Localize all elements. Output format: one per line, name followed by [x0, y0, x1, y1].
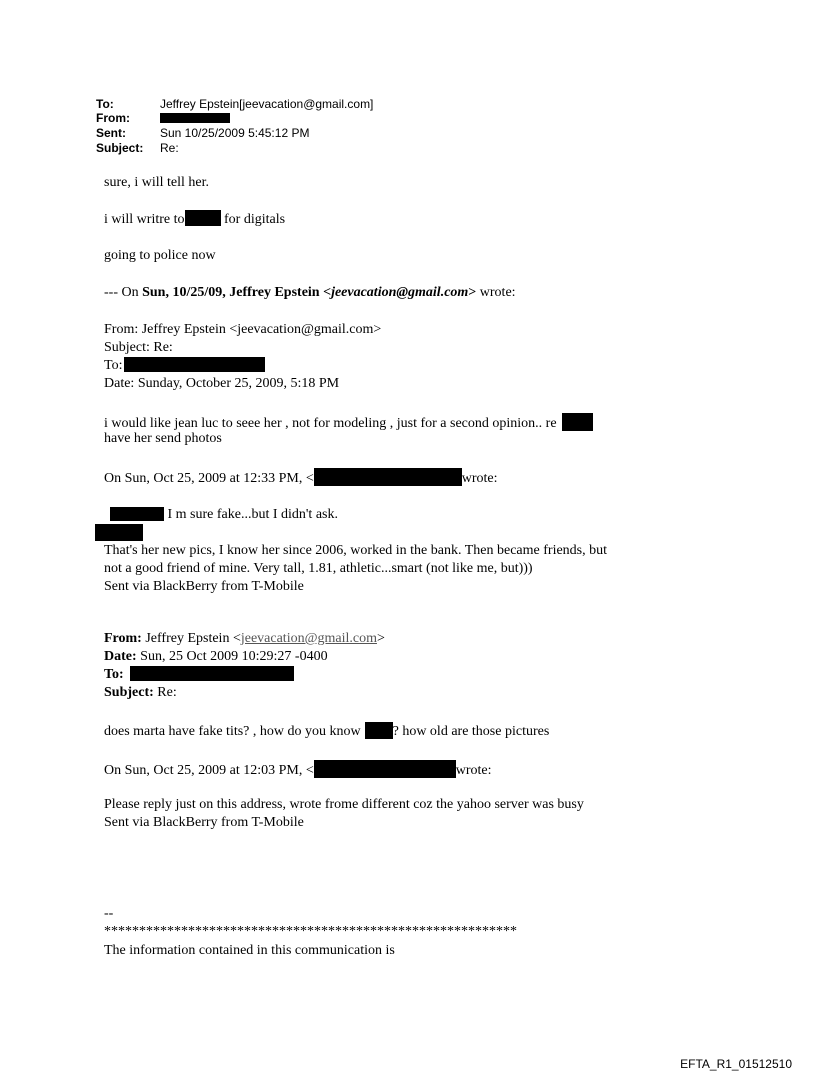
quote3-subject-label: Subject:	[104, 685, 154, 700]
redaction-block	[185, 210, 221, 226]
to-label: To:	[96, 97, 114, 111]
quote3-date-value: Sun, 25 Oct 2009 10:29:27 -0400	[136, 649, 328, 664]
quote2-on-b: wrote:	[461, 471, 498, 486]
redaction-block	[124, 357, 265, 372]
redaction-block	[365, 722, 393, 739]
quote3-to	[104, 666, 294, 683]
quote1-msg-2: have her send photos	[104, 431, 222, 446]
document-id: EFTA_R1_01512510	[680, 1057, 792, 1071]
quote1-intro-d: >	[468, 285, 477, 300]
reply-line-2-a: i will writre to	[104, 212, 185, 227]
signature-dashes: --	[104, 906, 114, 921]
quote3-on-b: wrote:	[455, 763, 492, 778]
quote2-pics-2: not a good friend of mine. Very tall, 1.81, athletic...smart (not like me, but)))	[104, 561, 533, 576]
reply-line-2-b: for digitals	[220, 212, 286, 227]
quote3-on-a: On Sun, Oct 25, 2009 at 12:03 PM, <	[104, 763, 314, 778]
quote1-intro-e: wrote:	[476, 285, 516, 300]
quote1-intro-email: jeevacation@gmail.com	[331, 285, 469, 300]
quote3-on	[104, 760, 492, 779]
quote1-date: Date: Sunday, October 25, 2009, 5:18 PM	[104, 376, 340, 391]
quote3-from	[104, 630, 385, 647]
header-sent-row	[96, 126, 309, 140]
quote1-msg-1-text: i would like jean luc to seee her , not for modeling , just for a second opinion.. re	[104, 416, 557, 431]
redaction-block	[130, 666, 294, 681]
sent-label: Sent:	[96, 126, 126, 140]
quote2-sure	[110, 506, 338, 523]
redaction-block	[95, 524, 143, 541]
quote3-from-label: From:	[104, 631, 142, 646]
redaction-block	[314, 760, 456, 778]
reply-line-3: going to police now	[104, 248, 216, 263]
quote3-subject	[104, 684, 177, 701]
quote3-msg-a: does marta have fake tits? , how do you know	[104, 724, 361, 739]
signature-info: The information contained in this communication is	[104, 943, 395, 958]
signature-stars: ***********************************************************	[104, 924, 517, 939]
redaction-block	[110, 507, 164, 521]
quote2-on	[104, 468, 498, 487]
from-label: From:	[96, 111, 130, 125]
quote1-intro-a: --- On	[104, 285, 143, 300]
reply-line-2	[104, 210, 285, 228]
quote1-to-label: To:	[104, 358, 123, 373]
quote2-sure-text: I m sure fake...but I didn't ask.	[164, 507, 338, 522]
quote3-sent-via: Sent via BlackBerry from T-Mobile	[104, 815, 304, 830]
quote1-from: From: Jeffrey Epstein <jeevacation@gmail.com>	[104, 322, 382, 337]
quote3-msg	[104, 722, 549, 740]
quote3-date-label: Date:	[104, 649, 137, 664]
quote1-to	[104, 357, 265, 374]
quote3-from-email: jeevacation@gmail.com	[240, 631, 377, 646]
quote3-reply-line: Please reply just on this address, wrote frome different coz the yahoo server was busy	[104, 797, 584, 812]
redaction-block	[562, 413, 593, 431]
redaction-block	[160, 113, 230, 123]
quote3-to-label: To:	[104, 667, 124, 682]
quote3-msg-b: ? how old are those pictures	[392, 724, 550, 739]
quote1-intro	[104, 284, 516, 301]
quote3-from-a: Jeffrey Epstein <	[141, 631, 241, 646]
redaction-block	[314, 468, 462, 486]
quote2-on-a: On Sun, Oct 25, 2009 at 12:33 PM, <	[104, 471, 314, 486]
subject-label: Subject:	[96, 141, 144, 155]
quote2-pics-1: That's her new pics, I know her since 2006, worked in the bank. Then became friends, but	[104, 543, 608, 558]
quote1-subject: Subject: Re:	[104, 340, 173, 355]
quote2-sent-via: Sent via BlackBerry from T-Mobile	[104, 579, 304, 594]
to-value: Jeffrey Epstein[jeevacation@gmail.com]	[160, 97, 374, 111]
sent-value: Sun 10/25/2009 5:45:12 PM	[160, 126, 310, 140]
reply-line-1: sure, i will tell her.	[104, 175, 209, 190]
quote3-date	[104, 648, 328, 665]
header-subject-row	[96, 141, 179, 155]
subject-value: Re:	[160, 141, 179, 155]
quote3-from-b: >	[376, 631, 385, 646]
header-to-row	[96, 97, 373, 111]
quote1-intro-b: Sun, 10/25/09, Jeffrey Epstein <	[142, 285, 332, 300]
quote3-subject-value: Re:	[153, 685, 177, 700]
header-from-row	[96, 111, 230, 125]
